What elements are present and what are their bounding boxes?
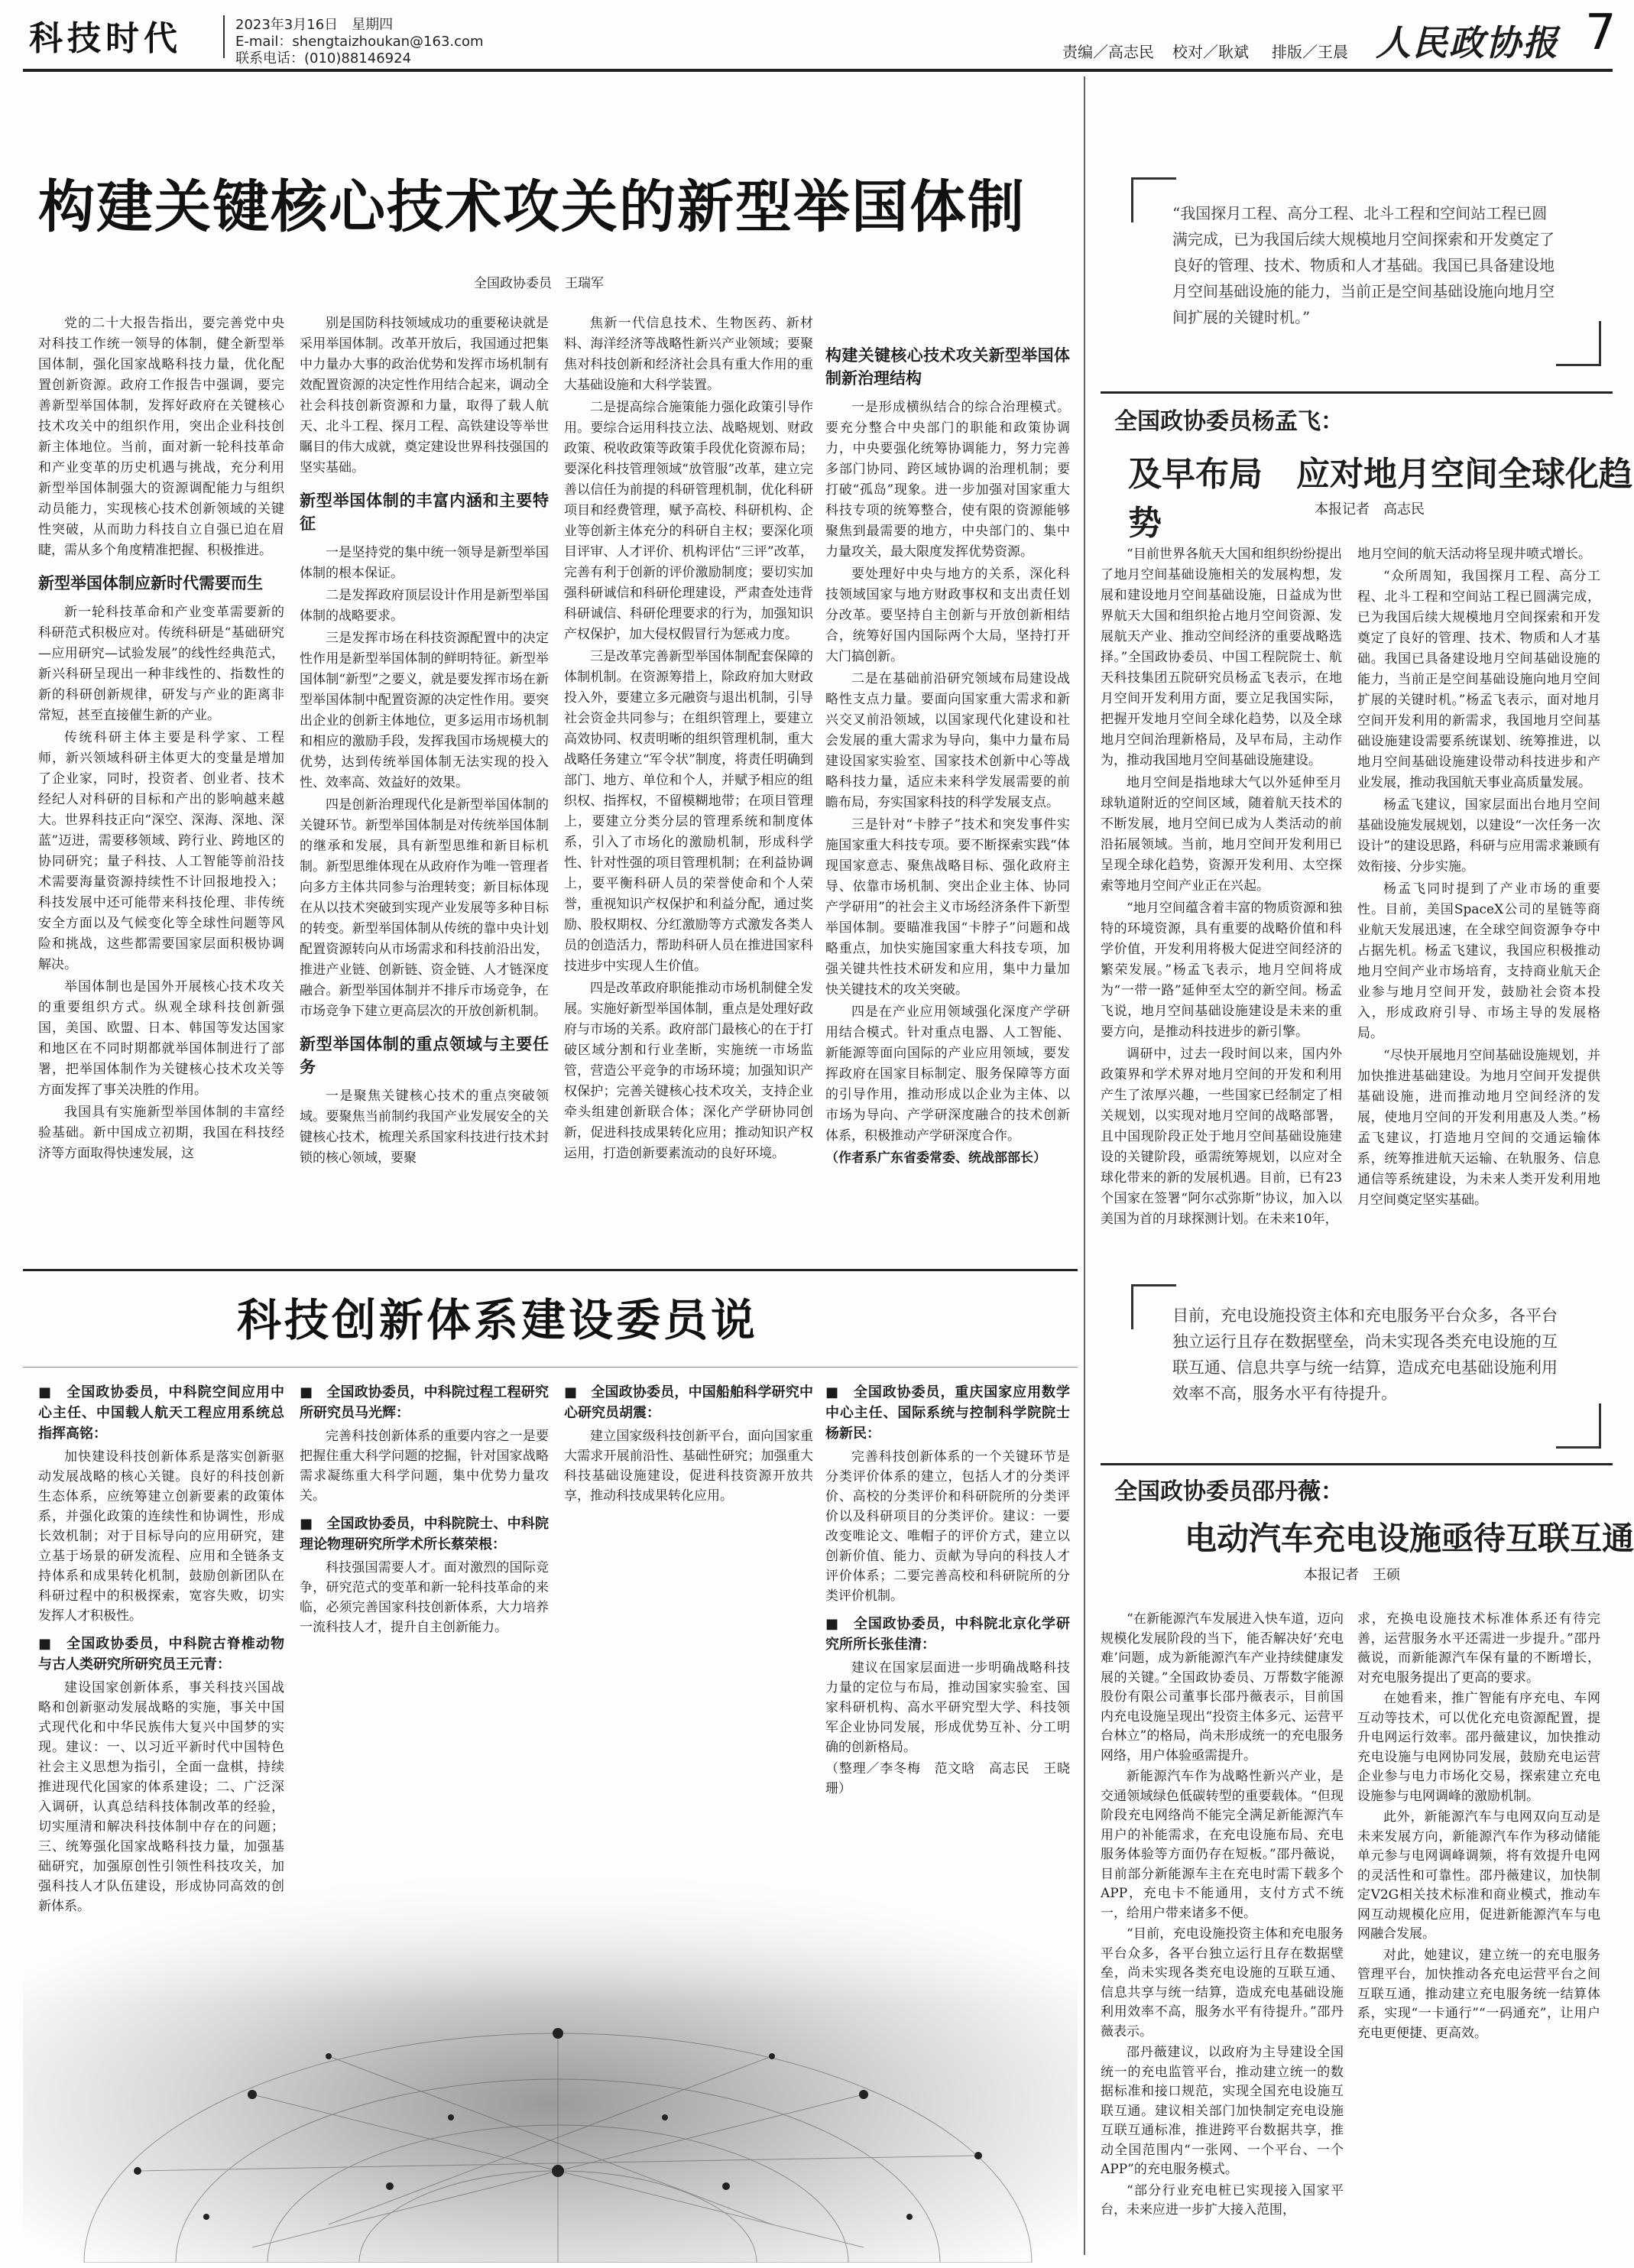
paragraph: “在新能源汽车发展进入快车道，迈向规模化发展阶段的当下，能否解决好‘充电难’问题，成为新能源汽车产业持续健康发展的关键。”全国政协委员、万帮数字能源股份有限公司董事长邵丹薇表示，目前国内充电设施呈现出“投资主体多元、运营平台林立”的格局，尚未形成统一的充电服务网络，用户体验亟需提升。	[1101, 1611, 1344, 1763]
paragraph: 三是改革完善新型举国体制配套保障的体制机制。在资源筹措上，除政府加大财政投入外，要建立多元融资与退出机制，引导社会资金共同参与；在组织管理上，要建立高效协同、权责明晰的组织管理机制，重大战略任务建立“军令状”制度，将责任明确到部门、地方、单位和个人，并赋予相应的组织权、指挥权，不留模糊地带；在项目管理上，要建立分类分层的管理系统和制度体系，引入了市场化的激励机制，形成科学性、针对性强的项目管理机制；在利益协调上，要平衡科研人员的荣誉使命和个人荣誉，重视知识产权保护和利益分配，通过奖励、股权期权、分红激励等方式激发各类人员的创造活力，帮助科研人员在推进国家科技进步中实现人生价值。	[564, 649, 813, 974]
paragraph: “目前世界各航天大国和组织纷纷提出了地月空间基础设施相关的发展构想，发展和建设地月空间基础设施，日益成为世界航天大国和组织抢占地月空间资源、发展航天产业、推动空间经济的重要战略选择。”全国政协委员、中国工程院院士、航天科技集团五院研究员杨孟飞表示，在地月空间开发利用方面，要立足我国实际，把握开发地月空间全球化趋势，以及全球地月空间治理新格局，及早布局，主动作为，推动我国地月空间基础设施建设。	[1101, 547, 1342, 768]
article-col-1	[1101, 1610, 1344, 2260]
paragraph: 一是形成横纵结合的综合治理模式。要充分整合中央部门的职能和政策协调力，中央要强化统筹协调能力，努力完善多部门协同、跨区域协调的治理机制；要打破“孤岛”现象。进一步加强对国家重大科技专项的统筹整合，使有限的资源能够聚焦到最需要的地方，中央部门的、集中力量攻关，最大限度发挥优势资源。	[825, 400, 1070, 560]
quote-text: 目前，充电设施投资主体和充电服务平台众多，各平台独立运行且存在数据壁垒，尚未实现各类充电设施的互联互通、信息共享与统一结算，造成充电基础设施利用效率不高，服务水平有待提升。	[1172, 1306, 1558, 1403]
panel-col-2	[300, 1382, 549, 1871]
paragraph: “部分行业充电桩已实现接入国家平台，未来应进一步扩大接入范围，	[1101, 2182, 1344, 2218]
panel-col-3	[564, 1382, 813, 1871]
paragraph: 焦新一代信息技术、生物医药、新材料、海洋经济等战略性新兴产业领域；要聚焦对科技创新和经济社会具有重大作用的重大基础设施和大科学装置。	[564, 316, 813, 393]
entry-text: 建议在国家层面进一步明确战略科技力量的定位与布局，推动国家实验室、国家科研机构、高水平研究型大学、科技领军企业协同发展，形成优势互补、分工明确的创新格局。	[825, 1660, 1070, 1755]
editor-credit: 责编／高志民	[1062, 43, 1154, 61]
paragraph: “尽快开展地月空间基础设施规划，并加快推进基础建设。为地月空间开发提供基础设施，进而推动地月空间经济的发展，使地月空间的开发利用惠及人类。”杨孟飞建议，打造地月空间的交通运输体系，统筹推进航天运输、在轨服务、信息通信等系统建设，为未来人类开发利用地月空间奠定坚实基础。	[1357, 1048, 1600, 1208]
subheading: 新型举国体制应新时代需要而生	[38, 574, 263, 592]
headline: 构建关键核心技术攻关的新型举国体制	[38, 174, 1026, 240]
paragraph: 在她看来，推广智能有序充电、车网互动等技术，可以优化充电资源配置，提升电网运行效率。邵丹薇建议，加快推动充电设施与电网协同发展，鼓励充电运营企业参与电力市场化交易，探索建立充电设施参与电网调峰的激励机制。	[1357, 1691, 1600, 1804]
panel-col-1	[38, 1382, 284, 1917]
network-globe-icon	[23, 1865, 1078, 2263]
paragraph: 二是发挥政府顶层设计作用是新型举国体制的战略要求。	[300, 588, 549, 624]
entry-text: 加快建设科技创新体系是落实创新驱动发展战略的核心关键。良好的科技创新生态体系，应统筹建立创新要素的政策体系，并强化政策的连续性和协调性，形成长效机制；对于目标导向的应用研究，建立基于场景的研发流程、应用和全链条支持体系和成果转化机制，鼓励创新团队在科研过程中的积极探索，宽容失败，切实发挥人才积极性。	[38, 1449, 284, 1624]
paragraph: 四是改革政府职能推动市场机制健全发展。实施好新型举国体制，重点是处理好政府与市场的关系。政府部门最核心的在于打破区域分割和行业垄断，实施统一市场监管，营造公平竞争的市场环境；加强知识产权保护；完善关键核心技术攻关，支持企业牵头组建创新联合体；深化产学研协同创新，促进科技成果转化应用；推动知识产权运用，打造创新要素流动的良好环境。	[564, 981, 813, 1161]
paragraph: “目前，充电设施投资主体和充电服务平台众多，各平台独立运行且存在数据壁垒，尚未实现各类充电设施的互联互通、信息共享与统一结算，造成充电基础设施利用效率不高，服务水平有待提升。”邵丹薇表示。	[1101, 1926, 1344, 2039]
paragraph: 一是聚焦关键核心技术的重点突破领域。要聚焦当前制约我国产业发展安全的关键核心技术，梳理关系国家科技进行技术封锁的核心领域，要聚	[300, 1089, 549, 1166]
date-line: 2023年3月16日 星期四	[235, 17, 394, 33]
entry-text: 科技强国需要人才。面对激烈的国际竞争，研究范式的变革和新一轮科技革命的来临，必须完善国家科技创新体系，大力培养一流科技人才，提升自主创新能力。	[300, 1560, 549, 1635]
paragraph: 一是坚持党的集中统一领导是新型举国体制的根本保证。	[300, 545, 549, 581]
entry-text: 建立国家级科技创新平台，面向国家重大需求开展前沿性、基础性研究；加强重大科技基础设施建设，促进科技资源开放共享，推动科技成果转化应用。	[564, 1429, 813, 1504]
subheading: 新型举国体制的丰富内涵和主要特征	[300, 492, 549, 533]
entry-lead: ■ 全国政协委员，中科院空间应用中心主任、中国载人航天工程应用系统总指挥高铭：	[38, 1384, 284, 1442]
paragraph: 地月空间是指地球大气以外延伸至月球轨道附近的空间区域，随着航天技术的不断发展，地月空间已成为人类活动的前沿拓展领域。当前，地月空间开发利用已呈现全球化趋势，资源开发利用、太空探索等地月空间产业正在兴起。	[1101, 775, 1342, 894]
paragraph: 三是发挥市场在科技资源配置中的决定性作用是新型举国体制的鲜明特征。新型举国体制“新型”之要义，就是要发挥市场在新型举国体制中配置资源的决定性作用。要突出企业的创新主体地位，更多运用市场机制和相应的激励手段，发挥我国市场规模大的优势，达到传统举国体制无法实现的投入性、效率高、效益好的效果。	[300, 631, 549, 790]
paper-name: 人民政协报	[1376, 22, 1559, 63]
entry-lead: ■ 全国政协委员，中国船舶科学研究中心研究员胡震：	[564, 1384, 813, 1421]
layout-credit: 排版／王晨	[1272, 43, 1348, 61]
section-name: 科技时代	[29, 19, 182, 58]
panel-col-4	[825, 1382, 1070, 1887]
paragraph: 举国体制也是国外开展核心技术攻关的重要组织方式。纵观全球科技创新强国，美国、欧盟、日本、韩国等发达国家和地区在不同时期都就举国体制进行了部署，把举国体制作为关键核心技术攻关等方面发挥了事关决胜的作用。	[38, 979, 284, 1098]
main-col-1	[38, 313, 284, 1261]
paragraph: 邵丹薇建议，以政府为主导建设全国统一的充电监管平台，推动建立统一的数据标准和接口规范，实现全国充电设施互联互通。建议相关部门加快制定充电设施互联互通标准，推进跨平台数据共享，推动全国范围内“一张网、一个平台、一个APP”的充电服务模式。	[1101, 2045, 1344, 2177]
paragraph: 地月空间的航天活动将呈现井喷式增长。	[1357, 547, 1591, 562]
paragraph: “地月空间蕴含着丰富的物质资源和独特的环境资源，具有重要的战略价值和科学价值，开发利用将极大促进空间经济的繁荣发展。”杨孟飞表示，地月空间将成为“一带一路”延伸至太空的新空间。杨孟飞说，地月空间基础设施建设是未来的重要方向，是推动科技进步的新引擎。	[1101, 900, 1342, 1040]
article-title: 电动汽车充电设施亟待互联互通	[1185, 1520, 1634, 1557]
byline: 本报记者 王硕	[1304, 1567, 1400, 1583]
paragraph: 要处理好中央与地方的关系，深化科技领域国家与地方财政事权和支出责任划分改革。要坚持自主创新与开放创新相结合，统筹好国内国际两个大局，坚持打开大门搞创新。	[825, 566, 1070, 664]
main-col-3	[564, 313, 813, 1261]
paragraph: 杨孟飞同时提到了产业市场的重要性。目前，美国SpaceX公司的星链等商业航天发展迅速，在全球空间资源争夺中占据先机。杨孟飞建议，我国应积极推动地月空间产业市场培育，支持商业航天企业参与地月空间开发，鼓励社会资本投入，形成政府引导、市场主导的发展格局。	[1357, 881, 1600, 1041]
subheading: 构建关键核心技术攻关新型举国体制新治理结构	[825, 346, 1070, 388]
entry-lead: ■ 全国政协委员，中科院古脊椎动物与古人类研究所研究员王元青：	[38, 1636, 284, 1673]
paragraph: 杨孟飞建议，国家层面出台地月空间基础设施发展规划，以建设“一次任务一次设计”的建设思路，科研与应用需求兼顾有效衔接、分步实施。	[1357, 797, 1600, 874]
byline: 本报记者 高志民	[1315, 501, 1425, 518]
kicker: 全国政协委员邵丹薇：	[1114, 1478, 1344, 1505]
kicker: 全国政协委员杨孟飞：	[1114, 408, 1344, 435]
article-col-1	[1101, 544, 1342, 1248]
article-title: 及早布局 应对地月空间全球化趋势	[1128, 455, 1632, 543]
author-note: （作者系广东省委常委、统战部部长）	[825, 1150, 1046, 1166]
entry-lead: ■ 全国政协委员，重庆国家应用数学中心主任、国际系统与控制科学院院士杨新民：	[825, 1384, 1070, 1442]
paragraph: 别是国防科技领域成功的重要秘诀就是采用举国体制。改革开放后，我国通过把集中力量办大事的政治优势和发挥市场机制有效配置资源的决定性作用结合起来，调动全社会科技创新资源和力量，取得了载人航天、北斗工程、探月工程、高铁建设等举世瞩目的伟大成就，奠定建设世界科技强国的坚实基础。	[300, 316, 549, 475]
quote-text: “我国探月工程、高分工程、北斗工程和空间站工程已圆满完成，已为我国后续大规模地月空间探索和开发奠定了良好的管理、技术、物质和人才基础。我国已具备建设地月空间基础设施的能力，当前正是空间基础设施向地月空间扩展的关键时机。”	[1172, 204, 1555, 326]
paragraph: 此外，新能源汽车与电网双向互动是未来发展方向，新能源汽车作为移动储能单元参与电网调峰调频，将有效提升电网的灵活性和可靠性。邵丹薇建议，加快制定V2G相关技术标准和商业模式，推动车网互动规模化应用，促进新能源汽车与电网融合发展。	[1357, 1809, 1600, 1942]
article-col-2	[1357, 544, 1600, 1248]
phone: 联系电话：(010)88146924	[235, 50, 412, 67]
entry-text: 完善科技创新体系的重要内容之一是要把握住重大科学问题的挖掘，针对国家战略需求凝练重大科学问题，集中优势力量攻关。	[300, 1429, 549, 1504]
main-col-2	[300, 313, 549, 1261]
page-number: 7	[1585, 5, 1616, 61]
paragraph: 求，充换电设施技术标准体系还有待完善，运营服务水平还需进一步提升。”邵丹薇说，而新能源汽车保有量的不断增长，对充电服务提出了更高的要求。	[1357, 1611, 1600, 1686]
paragraph: 四是在产业应用领域强化深度产学研用结合模式。针对重点电器、人工智能、新能源等面向国际的产业应用领域，要发挥政府在国家目标制定、服务保障等方面的引导作用，推动形成以企业为主体、以市场为导向、产学研深度融合的技术创新体系，积极推动产学研深度合作。	[825, 1004, 1070, 1144]
paragraph: “众所周知，我国探月工程、高分工程、北斗工程和空间站工程已圆满完成，已为我国后续大规模地月空间探索和开发奠定了良好的管理、技术、物质和人才基础。我国已具备建设地月空间基础设施的能力，当前正是空间基础设施向地月空间扩展的关键时机。”杨孟飞表示，面对地月空间开发利用的新需求，我国地月空间基础设施建设需要系统谋划、统筹推进，以地月空间基础设施建设带动科技进步和产业发展，推动我国航天事业高质量发展。	[1357, 569, 1600, 790]
panel-credit: （整理／李冬梅 范文晗 高志民 王晓珊）	[825, 1761, 1070, 1796]
main-col-4	[825, 344, 1070, 1261]
article-col-2	[1357, 1610, 1600, 2260]
paragraph: 我国具有实施新型举国体制的丰富经验基础。新中国成立初期，我国在科技经济等方面取得快速发展，这	[38, 1105, 284, 1161]
paragraph: 三是针对“卡脖子”技术和突发事件实施国家重大科技专项。要不断探索实践“体现国家意志、聚焦战略目标、强化政府主导、依靠市场机制、突出企业主体、协同产学研用”的社会主义市场经济条件下新型举国体制。要瞄准我国“卡脖子”问题和战略重点，加快实施国家重大科技专项，加强关键共性技术研发和应用，集中力量加快关键技术的攻关突破。	[825, 817, 1070, 998]
entry-lead: ■ 全国政协委员，中科院过程工程研究所研究员马光辉：	[300, 1384, 549, 1421]
entry-text: 完善科技创新体系的一个关键环节是分类评价体系的建立，包括人才的分类评价、高校的分类评价和科研院所的分类评价以及科研项目的分类评价。建议：一要改变唯论文、唯帽子的评价方式，建立以创新价值、能力、贡献为导向的科技人才评价体系；二要完善高校和科研院所的分类评价机制。	[825, 1449, 1070, 1604]
byline: 全国政协委员 王瑞军	[474, 276, 604, 291]
proofreader-credit: 校对／耿斌	[1172, 43, 1249, 61]
email: E-mail：shengtaizhoukan@163.com	[235, 34, 484, 50]
paragraph: 二是提高综合施策能力强化政策引导作用。要综合运用科技立法、战略规划、财政政策、税收政策等政策手段优化资源布局；要深化科技管理领域“放管服”改革，建立完善以信任为前提的科研管理机制，优化科研项目和经费管理，赋予高校、科研机构、企业等创新主体充分的科研自主权；要深化项目评审、人才评价、机构评估“三评”改革，完善有利于创新的评价激励制度；要切实加强科研诚信和科研伦理建设，严肃查处违背科研诚信、科研伦理要求的行为，加强知识产权保护，加大侵权假冒行为惩戒力度。	[564, 400, 813, 642]
paragraph: 调研中，过去一段时间以来，国内外政策界和学术界对地月空间的开发和利用产生了浓厚兴趣，一些国家已经制定了相关规划，以实现对地月空间的战略部署，且中国现阶段正处于地月空间基础设施建设的关键阶段，亟需统筹规划，以应对全球化带来的新的发展机遇。目前，已有23个国家在签署“阿尔忒弥斯”协议，加入以美国为首的月球探测计划。在未来10年，	[1101, 1046, 1342, 1227]
entry-text: 建设国家创新体系，事关科技兴国战略和创新驱动发展战略的实施，事关中国式现代化和中华民族伟大复兴中国梦的实现。建议：一、以习近平新时代中国特色社会主义思想为指引，全面一盘棋，持续推进现代化国家的体系建设；二、广泛深入调研，认真总结科技体制改革的经验，切实厘清和解决科技体制中存在的问题；三、统筹强化国家战略科技力量，加强基础研究，加强原创性引领性科技攻关，加强科技人才队伍建设，形成协同高效的创新体系。	[38, 1680, 284, 1914]
network-graphic	[23, 1865, 1078, 2263]
entry-lead: ■ 全国政协委员，中科院院士、中科院理论物理研究所学术所长蔡荣根：	[300, 1516, 549, 1553]
paragraph: 传统科研主体主要是科学家、工程师，新兴领域科研主体更大的变量是增加了企业家，同时，投资者、创业者、技术经纪人对科研的目标和产出的影响越来越大。世界科技正向“深空、深海、深地、深蓝”迈进，需要移领域、跨行业、跨地区的协同研究；量子科技、人工智能等前沿技术需要海量资源持续性不计回报地投入；科技发展中还可能带来科技伦理、非传统安全方面以及气候变化等全球性问题等风险和挑战，这些都需要国家层面积极协调解决。	[38, 730, 284, 972]
paragraph: 对此，她建议，建立统一的充电服务管理平台，加快推动各充电运营平台之间互联互通，推动建立充电服务统一结算体系，实现“一卡通行”“一码通充”，让用户充电更便捷、更高效。	[1357, 1947, 1600, 2041]
panel-title: 科技创新体系建设委员说	[237, 1294, 759, 1346]
paragraph: 党的二十大报告指出，要完善党中央对科技工作统一领导的体制，健全新型举国体制，强化国家战略科技力量，优化配置创新资源。政府工作报告中强调，要完善新型举国体制，发挥好政府在关键核心技术攻关中的组织作用，突出企业科技创新主体地位。当前，面对新一轮科技革命和产业变革的历史机遇与挑战，充分利用新型举国体制强大的资源调配能力与组织动员能力，实现核心技术创新领域的关键性突破，从而助力科技自立自强已迫在眉睫，需从多个角度精准把握、积极推进。	[38, 316, 284, 558]
entry-lead: ■ 全国政协委员，中科院北京化学研究所所长张佳清：	[825, 1616, 1070, 1653]
subheading: 新型举国体制的重点领域与主要任务	[300, 1035, 549, 1076]
paragraph: 二是在基础前沿研究领域布局建设战略性支点力量。要面向国家重大需求和新兴交叉前沿领域，以国家现代化建设和社会发展的重大需求为导向，集中力量布局建设国家实验室、国家技术创新中心等战略科技力量，适应未来科学发展需要的前瞻布局，夯实国家科技的科学发展支点。	[825, 671, 1070, 810]
paragraph: 新一轮科技革命和产业变革需要新的科研范式积极应对。传统科研是“基础研究—应用研究—试验发展”的线性经典范式，新兴科研呈现出一种非线性的、指数性的新的科研创新规律，研发与产业的距离非常短，甚至直接催生新的产业。	[38, 605, 284, 723]
paragraph: 新能源汽车作为战略性新兴产业，是交通领域绿色低碳转型的重要载体。“但现阶段充电网络尚不能完全满足新能源汽车用户的补能需求，在充电设施布局、充电服务体验等方面仍存在短板。”邵丹薇说，目前部分新能源车主在充电时需下载多个APP，充电卡不能通用，支付方式不统一，给用户带来诸多不便。	[1101, 1769, 1344, 1921]
paragraph: 四是创新治理现代化是新型举国体制的关键环节。新型举国体制是对传统举国体制的继承和发展，具有新型思维和新目标机制。新型思维体现在从政府作为唯一管理者向多方主体共同参与治理转变；新目标体现在从以技术突破到实现产业发展等多种目标的转变。新型举国体制从传统的靠中央计划配置资源转向从市场需求和科技前沿出发，推进产业链、创新链、资金链、人才链深度融合。新型举国体制并不排斥市场竞争，在市场竞争下建立更高层次的开放创新机制。	[300, 797, 549, 1019]
